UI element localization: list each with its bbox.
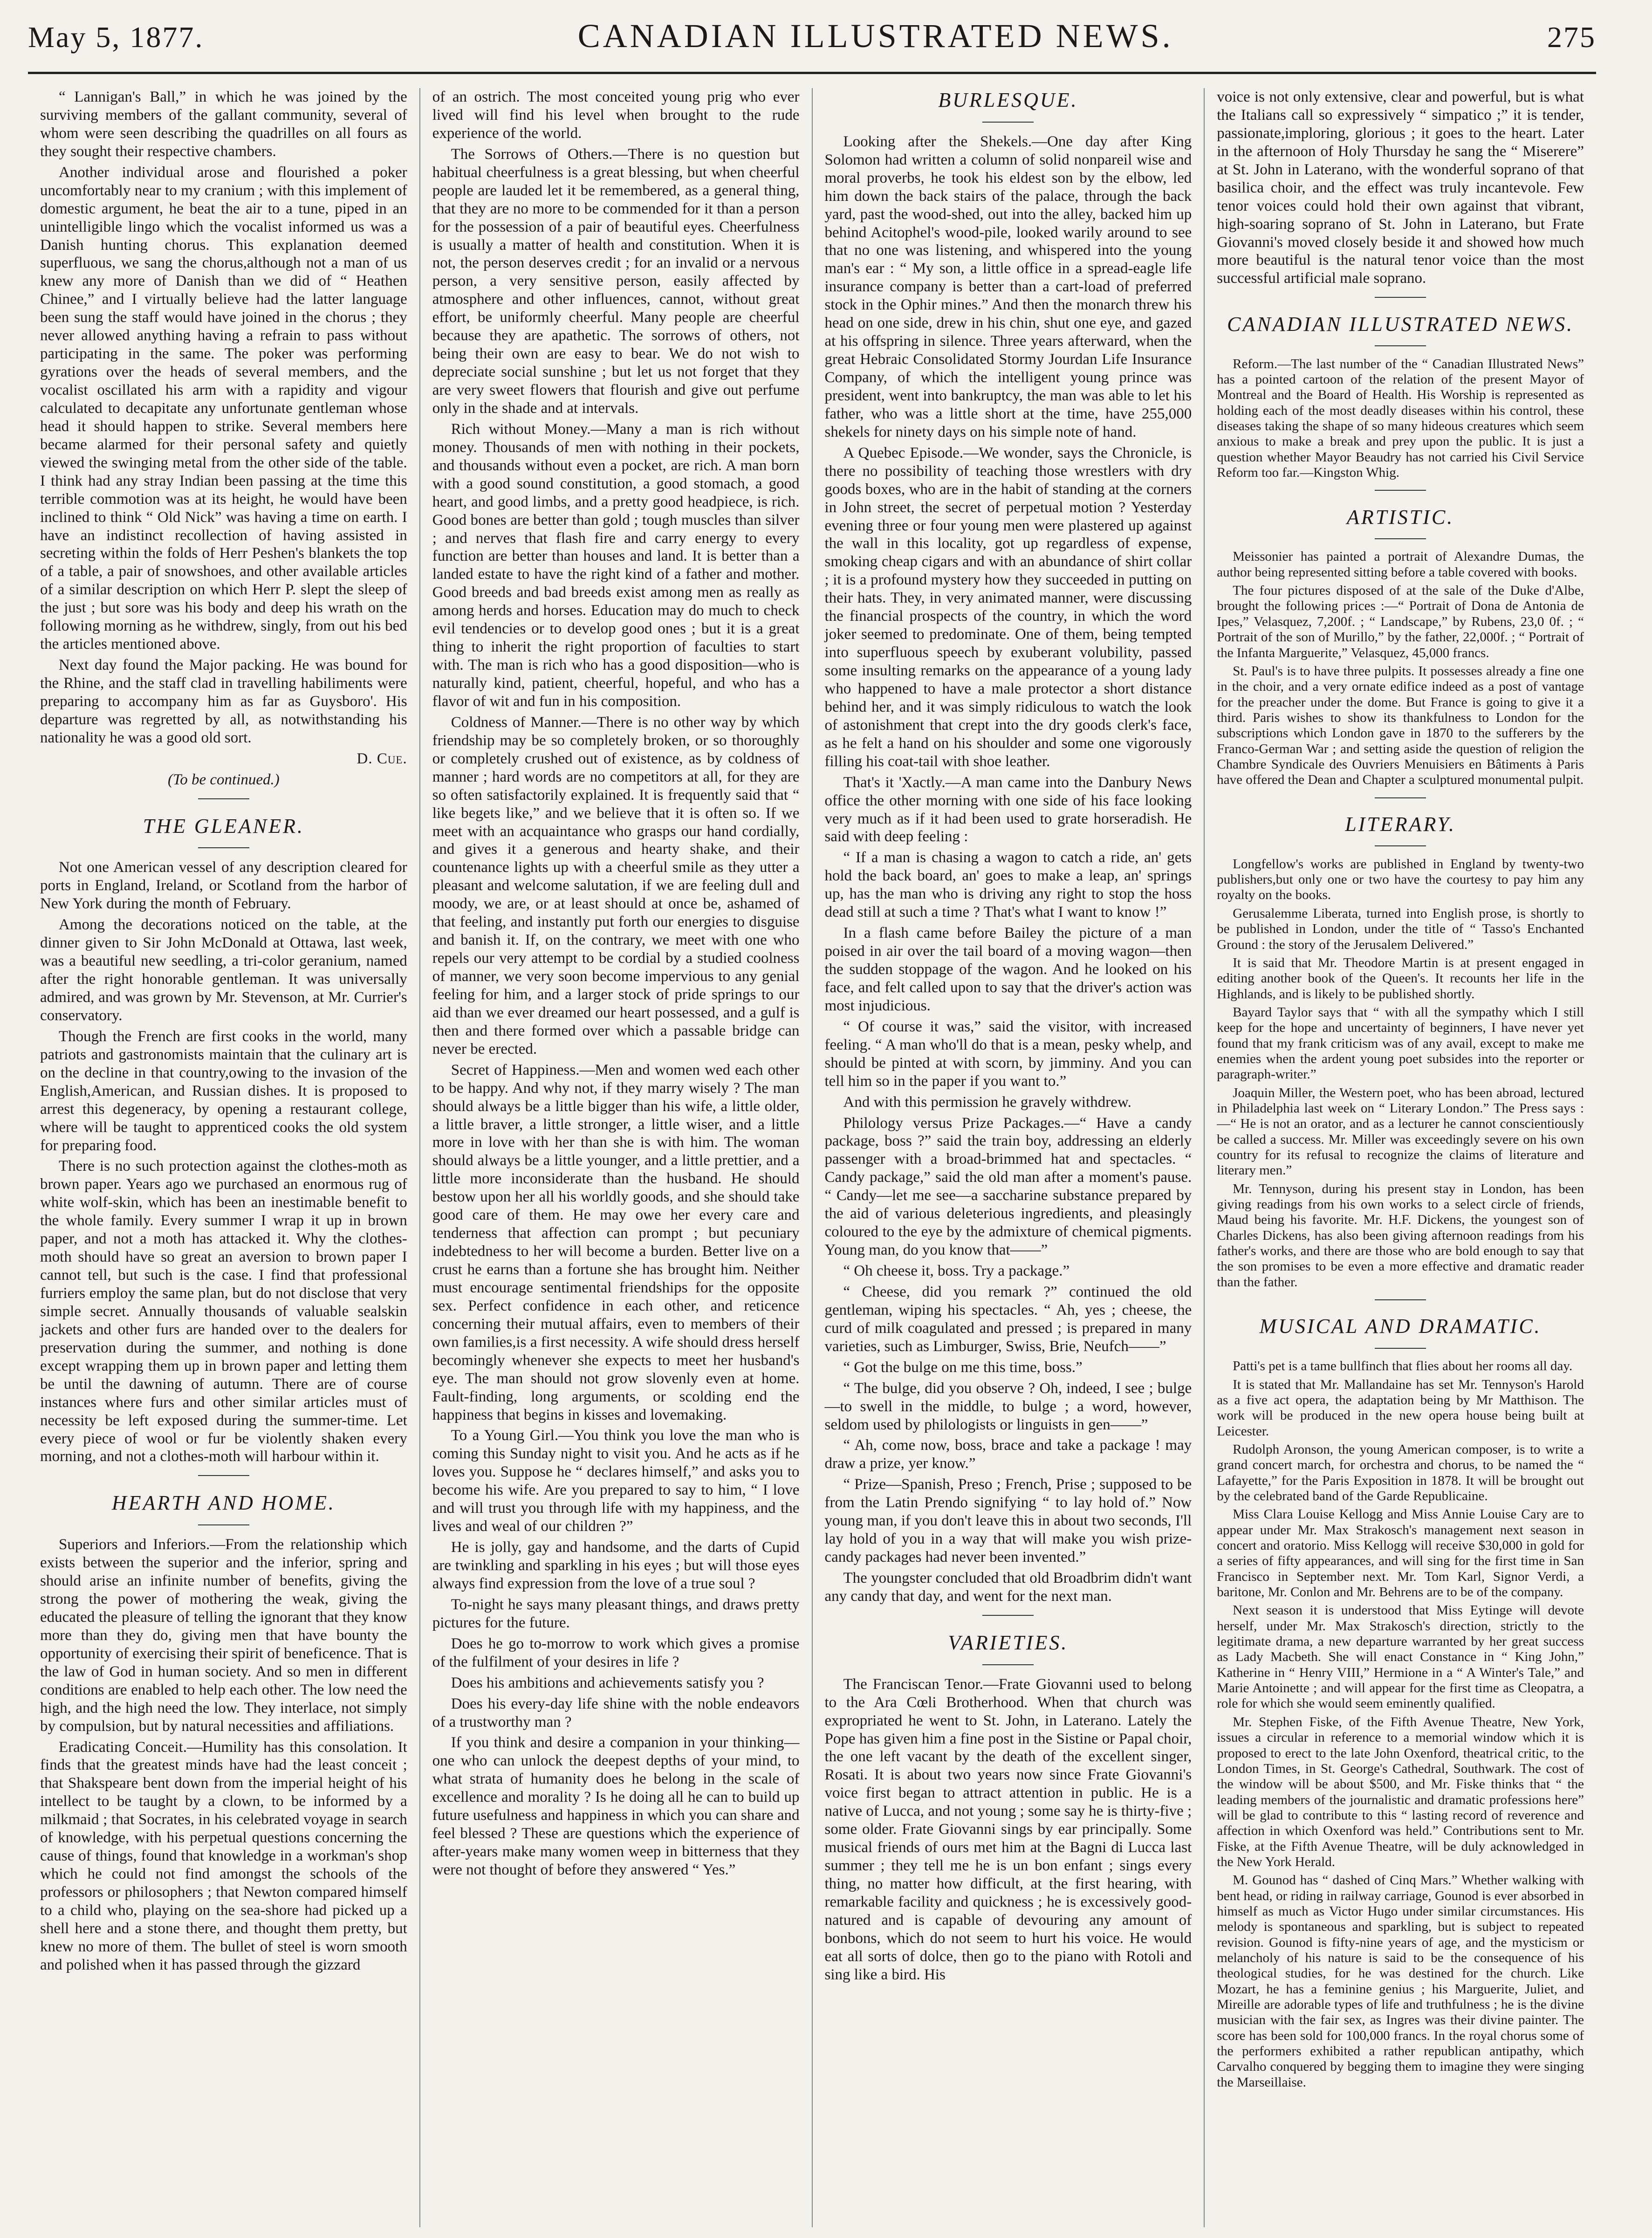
article-paragraph: Gerusalemme Liberata, turned into English prose, is shortly to be published in London, under the title of “ Tasso's Enchanted Ground : the story of the Jerusalem Delivered.” bbox=[1217, 906, 1584, 952]
article-paragraph: “ Prize—Spanish, Preso ; French, Prise ; supposed to be from the Latin Prendo signifying “ to lay hold of.” Now young man, if you don't leave this in about two seconds, I'll lay hold of you in a way that will make you wish prize-candy packages had never been invented.” bbox=[824, 1476, 1192, 1566]
article-paragraph: Longfellow's works are published in England by twenty-two publishers,but only one or two have the courtesy to pay him any royalty on the books. bbox=[1217, 856, 1584, 903]
article-paragraph: It is said that Mr. Theodore Martin is at present engaged in editing another book of the Queen's. It recounts her life in the Highlands, and is likely to be published shortly. bbox=[1217, 955, 1584, 1002]
article-paragraph: Joaquin Miller, the Western poet, who has been abroad, lectured in Philadelphia last week on “ Literary London.” The Press says :—“ He is not an orator, and as a lecturer he cannot conscientiously be called a success. Mr. Miller was exceedingly severe on his own country for its refusal to recognize the claims of literature and literary men.” bbox=[1217, 1085, 1584, 1178]
column-2 bbox=[420, 88, 813, 2227]
continued-note: (To be continued.) bbox=[167, 771, 280, 788]
section-rule bbox=[825, 1608, 1192, 1620]
article-paragraph: voice is not only extensive, clear and powerful, but is what the Italians call so expressively “ simpatico ;” it is tender, passionate,imploring, glorious ; it goes to the heart. Later in the afternoon of Holy Thursday he sang the “ Miserere” at St. John in Laterano, with the wonderful soprano of that basilica choir, and the effect was truly incantevole. Few tenor voices could hold their own against that vibrant, high-soaring soprano of St. John in Laterano, but Frate Giovanni's moved closely beside it and showed how much more beautiful is the natural tenor voice than the most successful artificial male soprano. bbox=[1217, 89, 1584, 287]
section-rule bbox=[1217, 483, 1584, 495]
article-paragraph: “ Lannigan's Ball,” in which he was joined by the surviving members of the gallant community, several of whom were seen describing the quadrilles on all fours as they sought their respective chambers. bbox=[40, 89, 407, 160]
article-paragraph: Mr. Tennyson, during his present stay in London, has been giving readings from his own works to a select circle of friends, Maud being his favorite. Mr. H.F. Dickens, the youngest son of Charles Dickens, has also been giving afternoon readings from his father's works, and there are those who are bold enough to say that the son promises to be even a more effective and dramatic reader than the father. bbox=[1217, 1181, 1584, 1290]
masthead bbox=[28, 17, 1596, 74]
section-title-artistic: ARTISTIC. bbox=[1346, 505, 1454, 529]
article-paragraph: Does he go to-morrow to work which gives a promise of the fulfilment of your desires in life ? bbox=[432, 1635, 800, 1670]
page-number: 275 bbox=[1547, 21, 1596, 54]
article-paragraph: Does his every-day life shine with the noble endeavors of a trustworthy man ? bbox=[432, 1695, 800, 1730]
section-title-hearth: HEARTH AND HOME. bbox=[111, 1491, 336, 1515]
article-paragraph: “ Of course it was,” said the visitor, with increased feeling. “ A man who'll do that is a mean, pesky whelp, and should be pinted at with scorn, by jimminy. And you can tell him so in the paper if you want to.” bbox=[824, 1018, 1192, 1090]
section-title-varieties: VARIETIES. bbox=[948, 1631, 1069, 1654]
article-paragraph: “ The bulge, did you observe ? Oh, indeed, I see ; bulge—to swell in the middle, to bulge ; a word, however, seldom used by philologists or linguists in gen——” bbox=[824, 1380, 1192, 1433]
article-paragraph: “ Got the bulge on me this time, boss.” bbox=[843, 1359, 1083, 1376]
article-paragraph: Superiors and Inferiors.—From the relationship which exists between the superior and the inferior, spring and should arise an infinite number of benefits, giving the strong the power of mothering the weak, giving the educated the pleasure of telling the ignorant that they know more than they do, giving men that have bounty the opportunity of exercising their spirit of beneficence. That is the law of God in human society. And so men in different conditions are enabled to help each other. The low need the high, and the high need the low. They interlace, not simply by compulsion, but by natural necessities and affiliations. bbox=[40, 1536, 407, 1735]
article-paragraph: Though the French are first cooks in the world, many patriots and gastronomists maintain that the culinary art is on the decline in that country,owing to the invasion of the English,American, and Russian dishes. It is proposed to arrest this degeneracy, by opening a restaurant college, where will be taught to apprenticed cooks the old system for preparing food. bbox=[40, 1028, 407, 1154]
column-4 bbox=[1205, 88, 1596, 2227]
column-1 bbox=[28, 88, 420, 2227]
article-paragraph: He is jolly, gay and handsome, and the darts of Cupid are twinkling and sparkling in his eyes ; but will those eyes always find expression from the love of a true soul ? bbox=[432, 1539, 800, 1592]
article-paragraph: Rich without Money.—Many a man is rich without money. Thousands of men with nothing in their pockets, and thousands without even a pocket, are rich. A man born with a good sound constitution, a good stomach, a good heart, and good limbs, and a pretty good headpiece, is rich. Good bones are better than gold ; tough muscles than silver ; and nerves that flash fire and carry energy to every function are better than houses and land. It is better than a landed estate to have the right kind of a father and mother. Good breeds and bad breeds exist among men as really as among herds and horses. Education may do much to check evil tendencies or to develop good ones ; but it is a great thing to inherit the right proportion of faculties to start with. The man is rich who has a good disposition—who is naturally kind, patient, cheerful, hopeful, and who has a flavor of wit and fun in his composition. bbox=[432, 420, 800, 710]
section-rule bbox=[1217, 290, 1584, 302]
article-paragraph: Miss Clara Louise Kellogg and Miss Annie Louise Cary are to appear under Mr. Max Strakosch's management next season in concert and oratorio. Miss Kellogg will receive $30,000 in gold for a series of fifty appearances, and will sing for the first time in San Francisco in September next. Mr. Tom Karl, Signor Verdi, a baritone, Mr. Conlon and Mr. Behrens are to be of the company. bbox=[1217, 1507, 1584, 1600]
section-rule bbox=[1217, 839, 1584, 851]
article-paragraph: Not one American vessel of any description cleared for ports in England, Ireland, or Scotland from the harbor of New York during the month of February. bbox=[40, 859, 407, 913]
section-rule bbox=[1217, 1341, 1584, 1353]
article-paragraph: Does his ambitions and achievements satisfy you ? bbox=[451, 1674, 764, 1691]
article-paragraph: Eradicating Conceit.—Humility has this consolation. It finds that the greatest minds have had the least conceit ; that Shakspeare bent down from the imperial height of his intellect to be taught by a clown, to be informed by a milkmaid ; that Socrates, in his celebrated voyage in search of knowledge, with his perpetual questions concerning the cause of things, found that knowledge in a workman's shop which he could not find amongst the schools of the professors or philosophers ; that Newton compared himself to a child who, playing on the sea-shore had picked up a shell here and a stone there, and thought them pretty, but knew no more of them. The bullet of steel is worn smooth and polished when it has passed through the gizzard bbox=[40, 1738, 407, 1973]
section-rule bbox=[40, 841, 407, 853]
article-paragraph: To-night he says many pleasant things, and draws pretty pictures for the future. bbox=[432, 1596, 800, 1631]
article-paragraph: “ Oh cheese it, boss. Try a package.” bbox=[843, 1263, 1070, 1280]
article-paragraph: Next day found the Major packing. He was bound for the Rhine, and the staff clad in travelling habiliments were preparing to accompany him as far as Guysboro'. His departure was regretted by all, as notwithstanding his nationality he was a good old sort. bbox=[40, 657, 407, 746]
article-paragraph: Among the decorations noticed on the table, at the dinner given to Sir John McDonald at Ottawa, last week, was a beautiful new seedling, a tri-color geranium, named after the right honorable gentleman. It was universally admired, and was grown by Mr. Stevenson, at Mr. Currier's conservatory. bbox=[40, 916, 407, 1024]
article-paragraph: Next season it is understood that Miss Eytinge will devote herself, under Mr. Max Strakosch's direction, strictly to the legitimate drama, a new departure warranted by her great success as Lady Macbeth. She will enact Constance in “ King John,” Katherine in “ Henry VIII,” Hermione in a “ A Winter's Tale,” and Marie Antoinette ; and will appear for the first time as Cleopatra, a role for which she would seem eminently qualified. bbox=[1217, 1603, 1584, 1711]
article-paragraph: The Sorrows of Others.—There is no question but habitual cheerfulness is a great blessing, but when cheerful people are lauded let it be remembered, as a general thing, that they are no more to be commended for it than a person for the possession of a pair of beautiful eyes. Cheerfulness is usually a matter of health and constitution. When it is not, the person deserves credit ; for an invalid or a nervous person, a very sensitive person, easily affected by atmosphere and other influences, cannot, without great effort, be uniformly cheerful. Many people are cheerful because they are apathetic. The sorrows of others, not being their own are easy to bear. We do not wish to depreciate social sunshine ; but let us not forget that they are very sweet flowers that flourish and give out perfume only in the shade and at intervals. bbox=[432, 145, 800, 417]
article-paragraph: Meissonier has painted a portrait of Alexandre Dumas, the author being represented sitting before a table covered with books. bbox=[1217, 549, 1584, 580]
article-paragraph: Looking after the Shekels.—One day after King Solomon had written a column of solid nonpareil wise and moral proverbs, he took his eldest son by the elbow, led him down the back stairs of the palace, through the back yard, past the wood-shed, out into the alley, backed him up behind Acitophel's wood-pile, looked warily around to see that no one was listening, and whispered into the young man's ear : “ My son, a little office in a spread-eagle life insurance company is better than a cart-load of preferred stock in the Ophir mines.” And then the monarch threw his head on one side, drew in his chin, shut one eye, and gazed at his offspring in silence. Three years afterward, when the great Hebraic Consolidated Stormy Jourdan Life Insurance Company, of which the intelligent young prince was president, went into bankruptcy, the man was able to let his father, who was a little short at the time, have 255,000 shekels for ninety days on his simple note of hand. bbox=[824, 133, 1192, 440]
article-paragraph: Patti's pet is a tame bullfinch that flies about her rooms all day. bbox=[1233, 1359, 1573, 1374]
publication-title: CANADIAN ILLUSTRATED NEWS. bbox=[577, 17, 1173, 55]
article-paragraph: It is stated that Mr. Mallandaine has set Mr. Tennyson's Harold as a five act opera, the adaptation being by Mr Matthison. The work will be produced in the new opera house being built at Leicester. bbox=[1217, 1377, 1584, 1439]
article-paragraph: Another individual arose and flourished a poker uncomfortably near to my cranium ; with this implement of domestic argument, he beat the air to a tune, piped in an unintelligible lingo which the vocalist informed us was a Danish hunting chorus. This explanation deemed superfluous, we sang the chorus,although not a man of us knew any more of Danish than we did of “ Heathen Chinee,” and I virtually believe had the latter language been sung the staff would have joined in the chorus ; they never allowed anything having a refrain to pass without participating in the same. The poker was performing gyrations over the heads of several members, and the vocalist oscillated his arm with a rapidity and vigour calculated to decapitate any unfortunate gentleman whose head it should happen to strike. Several members here became alarmed for their personal safety and quietly viewed the swinging metal from the other side of the table. I think had any stray Indian been passing at the time this terrible commotion was at its height, he would have been inclined to think “ Old Nick” was having a time on earth. I have an indistinct recollection of having assisted in secreting within the folds of Herr Peshen's blankets the top of a table, a pair of snowshoes, and other available articles of a similar description on which Herr P. slept the sleep of the just ; but sore was his body and deep his wrath on the following morning as he withdrew, singly, from out his bed the articles mentioned above. bbox=[40, 164, 407, 653]
issue-date: May 5, 1877. bbox=[28, 21, 204, 54]
section-title-musical-dramatic: MUSICAL AND DRAMATIC. bbox=[1259, 1315, 1542, 1338]
section-title-literary: LITERARY. bbox=[1345, 812, 1456, 836]
section-rule bbox=[40, 792, 407, 804]
article-paragraph: St. Paul's is to have three pulpits. It possesses already a fine one in the choir, and a very ornate edifice indeed as a post of vantage for the preacher under the dome. But France is going to give it a third. Paris wishes to show its thankfulness to London for the subscriptions which London gave in 1870 to the sufferers by the Franco-German War ; and setting aside the question of religion the Chambre Syndicale des Ouvriers Menuisiers en Bâtiments à Paris have offered the Dean and Chapter a sculptured monumental pulpit. bbox=[1217, 663, 1584, 788]
section-rule bbox=[825, 1658, 1192, 1670]
article-paragraph: To a Young Girl.—You think you love the man who is coming this Sunday night to visit you. And he acts as if he loves you. Suppose he “ declares himself,” and asks you to become his wife. Are you prepared to say to him, “ I love and will trust you through life with my happiness, and the lives and weal of our children ?” bbox=[432, 1427, 800, 1535]
article-paragraph: M. Gounod has “ dashed of Cinq Mars.” Whether walking with bent head, or riding in railway carriage, Gounod is ever absorbed in himself as much as Victor Hugo under similar circumstances. His melody is spontaneous and sparkling, but is subject to repeated revision. Gounod is fifty-nine years of age, and the mysticism or melancholy of his nature is said to be the consequence of his theological studies, for he was destined for the church. Like Mozart, he has a feminine genius ; his Marguerite, Juliet, and Mireille are adorable types of life and truthfulness ; he is the divine musician with the fair sex, as Ingres was their divine painter. The score has been sold for 100,000 francs. In the royal chorus some of the performers exhibited a rather republican antipathy, which Carvalho conquered by begging them to imagine they were singing the Marseillaise. bbox=[1217, 1873, 1584, 2090]
article-paragraph: In a flash came before Bailey the picture of a man poised in air over the tail board of a moving wagon—then the sudden stoppage of the wagon. And he looked on his face, and felt called upon to say that the driver's action was most injudicious. bbox=[824, 925, 1192, 1014]
section-rule bbox=[1217, 339, 1584, 350]
article-paragraph: of an ostrich. The most conceited young prig who ever lived will find his level when brought to the rude experience of the world. bbox=[432, 89, 800, 142]
article-paragraph: That's it 'Xactly.—A man came into the Danbury News office the other morning with one side of his face looking very much as if it had been used to grate horseradish. He said with deep feeling : bbox=[824, 774, 1192, 845]
article-paragraph: “ Ah, come now, boss, brace and take a package ! may draw a prize, yer know.” bbox=[824, 1437, 1192, 1472]
article-paragraph: Coldness of Manner.—There is no other way by which friendship may be so completely broken, or so thoroughly or completely crushed out of existence, as by coldness of manner ; hard words are no competitors at all, for they are so often satisfactorily explained. It is frequently said that “ like begets like,” and we believe that it is often so. If we meet with an acquaintance who grasps our hand cordially, and gives it a generous and hearty shake, and their countenance lights up with a cheerful smile as they utter a pleasant and welcome salutation, if we are feeling dull and moody, we are, or at least should at once be, ashamed of that feeling, and instantly put forth our energies to disguise and banish it. If, on the contrary, we meet with one who repels our very attempt to be cordial by a studied coolness of manner, we very soon become impervious to any genial feeling for him, and a larger stock of pride springs to our aid than we ever dreamed our heart possessed, and a gulf is then and there formed over which a passable bridge can never be erected. bbox=[432, 714, 800, 1057]
section-rule bbox=[40, 1469, 407, 1481]
article-paragraph: There is no such protection against the clothes-moth as brown paper. Years ago we purchased an enormous rug of white wolf-skin, which has been an inestimable benefit to the whole family. Every summer I wrap it up in brown paper, and not a moth has attacked it. Why the clothes-moth should have so great an aversion to brown paper I cannot tell, but such is the case. I find that professional furriers employ the same plan, but do not disclose that very simple secret. Annually thousands of valuable sealskin jackets and other furs are handed over to the dealers for preservation during the summer, and nothing is done except wrapping them up in brown paper and letting them be until the dawning of autumn. There are of course instances where furs and other similar articles must of necessity be left exposed during the summer-time. Let every piece of wool or fur be violently shaken every morning, and not a clothes-moth will harbour within it. bbox=[40, 1158, 407, 1465]
article-columns bbox=[28, 88, 1596, 2227]
article-paragraph: A Quebec Episode.—We wonder, says the Chronicle, is there no possibility of teaching those wrestlers with dry goods boxes, who are in the habit of standing at the corners in John street, the secret of perpetual motion ? Yesterday evening three or four young men were plastered up against the wall in this locality, got up regardless of expense, smoking cheap cigars and with an abundance of shirt collar ; it is a profound mystery how they succeeded in putting on their hats. They, in very animated manner, were discussing the financial prospects of the country, in which the word joker seemed to predominate. One of them, being tempted into superfluous speech by exuberant volubility, passed some insulting remarks on the appearance of a young lady who happened to have a male protector a short distance behind her, and it was simply ridiculous to watch the look of astonishment that crept into the dry goods clerk's face, as he felt a hand on his shoulder and some one vigorously filling his coat-tail with shoe leather. bbox=[824, 444, 1192, 770]
article-paragraph: The youngster concluded that old Broadbrim didn't want any candy that day, and went for the next man. bbox=[824, 1570, 1192, 1605]
article-paragraph: “ If a man is chasing a wagon to catch a ride, an' gets hold the back board, an' goes to make a leap, an' springs up, has the man who is driving any right to stop the hoss dead still at such a time ? That's what I want to know !” bbox=[824, 849, 1192, 921]
section-rule bbox=[1217, 532, 1584, 543]
article-paragraph: Mr. Stephen Fiske, of the Fifth Avenue Theatre, New York, issues a circular in reference to a memorial window which it is proposed to erect to the late John Oxenford, theatrical critic, to the London Times, in St. George's Cathedral, Southwark. The cost of the window will be about $500, and Mr. Fiske thinks that “ the leading members of the journalistic and dramatic professions here” will be glad to contribute to this “ lasting record of reverence and affection in which Oxenford was held.” Contributions sent to Mr. Fiske, at the Fifth Avenue Theatre, will be duly acknowledged in the New York Herald. bbox=[1217, 1714, 1584, 1869]
article-paragraph: Philology versus Prize Packages.—“ Have a candy package, boss ?” said the train boy, addressing an elderly passenger with a broad-brimmed hat and spectacles. “ Candy package,” said the old man after a moment's pause. “ Candy—let me see—a saccharine substance prepared by the aid of various deleterious ingredients, and pleasingly coloured to the eye by the admixture of chemical pigments. Young man, do you know that——” bbox=[824, 1114, 1192, 1259]
article-paragraph: Rudolph Aronson, the young American composer, is to write a grand concert march, for orchestra and chorus, to be named the “ Lafayette,” for the Paris Exposition in 1878. It will be brought out by the celebrated band of the Garde Republicaine. bbox=[1217, 1442, 1584, 1503]
section-rule bbox=[1217, 791, 1584, 803]
section-title-canadian-illustrated-news: CANADIAN ILLUSTRATED NEWS. bbox=[1227, 312, 1574, 336]
article-paragraph: Reform.—The last number of the “ Canadian Illustrated News” has a pointed cartoon of the relation of the present Mayor of Montreal and the Board of Health. His Worship is represented as holding each of the most deadly diseases within his control, these diseases taking the shape of so many hideous creatures which seem anxious to make a break and prey upon the public. It is just a question whether Mayor Beaudry has not carried his Civil Service Reform too far.—Kingston Whig. bbox=[1217, 356, 1584, 480]
article-paragraph: Bayard Taylor says that “ with all the sympathy which I still keep for the hope and uncertainty of beginners, I have never yet found that my frank criticism was of any avail, except to make me enemies when the ardent young poet subsides into the reporter or paragraph-writer.” bbox=[1217, 1004, 1584, 1082]
section-rule bbox=[1217, 1293, 1584, 1304]
article-paragraph: “ Cheese, did you remark ?” continued the old gentleman, wiping his spectacles. “ Ah, yes ; cheese, the curd of milk coagulated and pressed ; is prepared in many varieties, such as Limburger, Swiss, Brie, Neufch——” bbox=[824, 1283, 1192, 1355]
article-paragraph: And with this permission he gravely withdrew. bbox=[843, 1093, 1131, 1111]
author-signature: D. Cue. bbox=[356, 750, 407, 767]
article-paragraph: The four pictures disposed of at the sale of the Duke d'Albe, brought the following prices :—“ Portrait of Dona de Antonia de Ipes,” Velasquez, 7,200f. ; “ Landscape,” by Rubens, 23,0 0f. ; “ Portrait of the son of Murillo,” by the father, 22,000f. ; “ Portrait of the Infanta Marguerite,” Velasquez, 45,000 francs. bbox=[1217, 583, 1584, 660]
article-paragraph: The Franciscan Tenor.—Frate Giovanni used to belong to the Ara Cœli Brotherhood. When that church was expropriated he went to St. John, in Laterano. Lately the Pope has given him a fine post in the Sistine or Papal choir, the one left vacant by the death of the excellent singer, Rosati. It is about two years now since Frate Giovanni's voice first began to attract attention in public. He is a native of Lucca, and not young ; some say he is thirty-five ; some older. Frate Giovanni sings by ear principally. Some musical friends of ours met him at the Bagni di Lucca last summer ; they tell me he is un bon enfant ; sings every thing, no matter how difficult, at the first hearing, with remarkable facility and quickness ; he is excessively good-natured and is capable of devouring any amount of bonbons, which do not seem to hurt his voice. He would eat all sorts of dolce, then go to the piano with Rotoli and sing like a bird. His bbox=[824, 1675, 1192, 1983]
article-paragraph: If you think and desire a companion in your thinking—one who can unlock the deepest depths of your mind, to what strata of humanity does he belong in the scale of excellence and morality ? Is he doing all he can to build up future usefulness and happiness in which you can share and feel blessed ? These are questions which the experience of after-years make many women weep in bitterness that they were not thought of before they answered “ Yes.” bbox=[432, 1734, 800, 1878]
section-rule bbox=[40, 1518, 407, 1530]
column-3 bbox=[813, 88, 1205, 2227]
article-paragraph: Secret of Happiness.—Men and women wed each other to be happy. And why not, if they marry wisely ? The man should always be a little bigger than his wife, a little older, a little braver, a little stronger, a little wiser, and a little more in love with her than she is with him. The woman should always be a little younger, and a little prettier, and a little more inconsiderate than the husband. He should bestow upon her all his worldly goods, and she should take good care of them. He may owe her every care and tenderness that affection can prompt ; but pecuniary indebtedness to her will become a burden. Better live on a crust he earns than a fortune she has brought him. Neither must encourage sentimental friendships for the opposite sex. Perfect confidence in each other, and reticence concerning their mutual affairs, even to members of their own families,is a first necessity. A wife should dress herself becomingly whenever she expects to meet her husband's eye. The man should not grow slovenly even at home. Fault-finding, long arguments, or scolding end the happiness that begins in kisses and lovemaking. bbox=[432, 1061, 800, 1423]
section-rule bbox=[825, 115, 1192, 127]
section-title-burlesque: BURLESQUE. bbox=[938, 89, 1078, 111]
section-title-gleaner: THE GLEANER. bbox=[143, 814, 304, 838]
